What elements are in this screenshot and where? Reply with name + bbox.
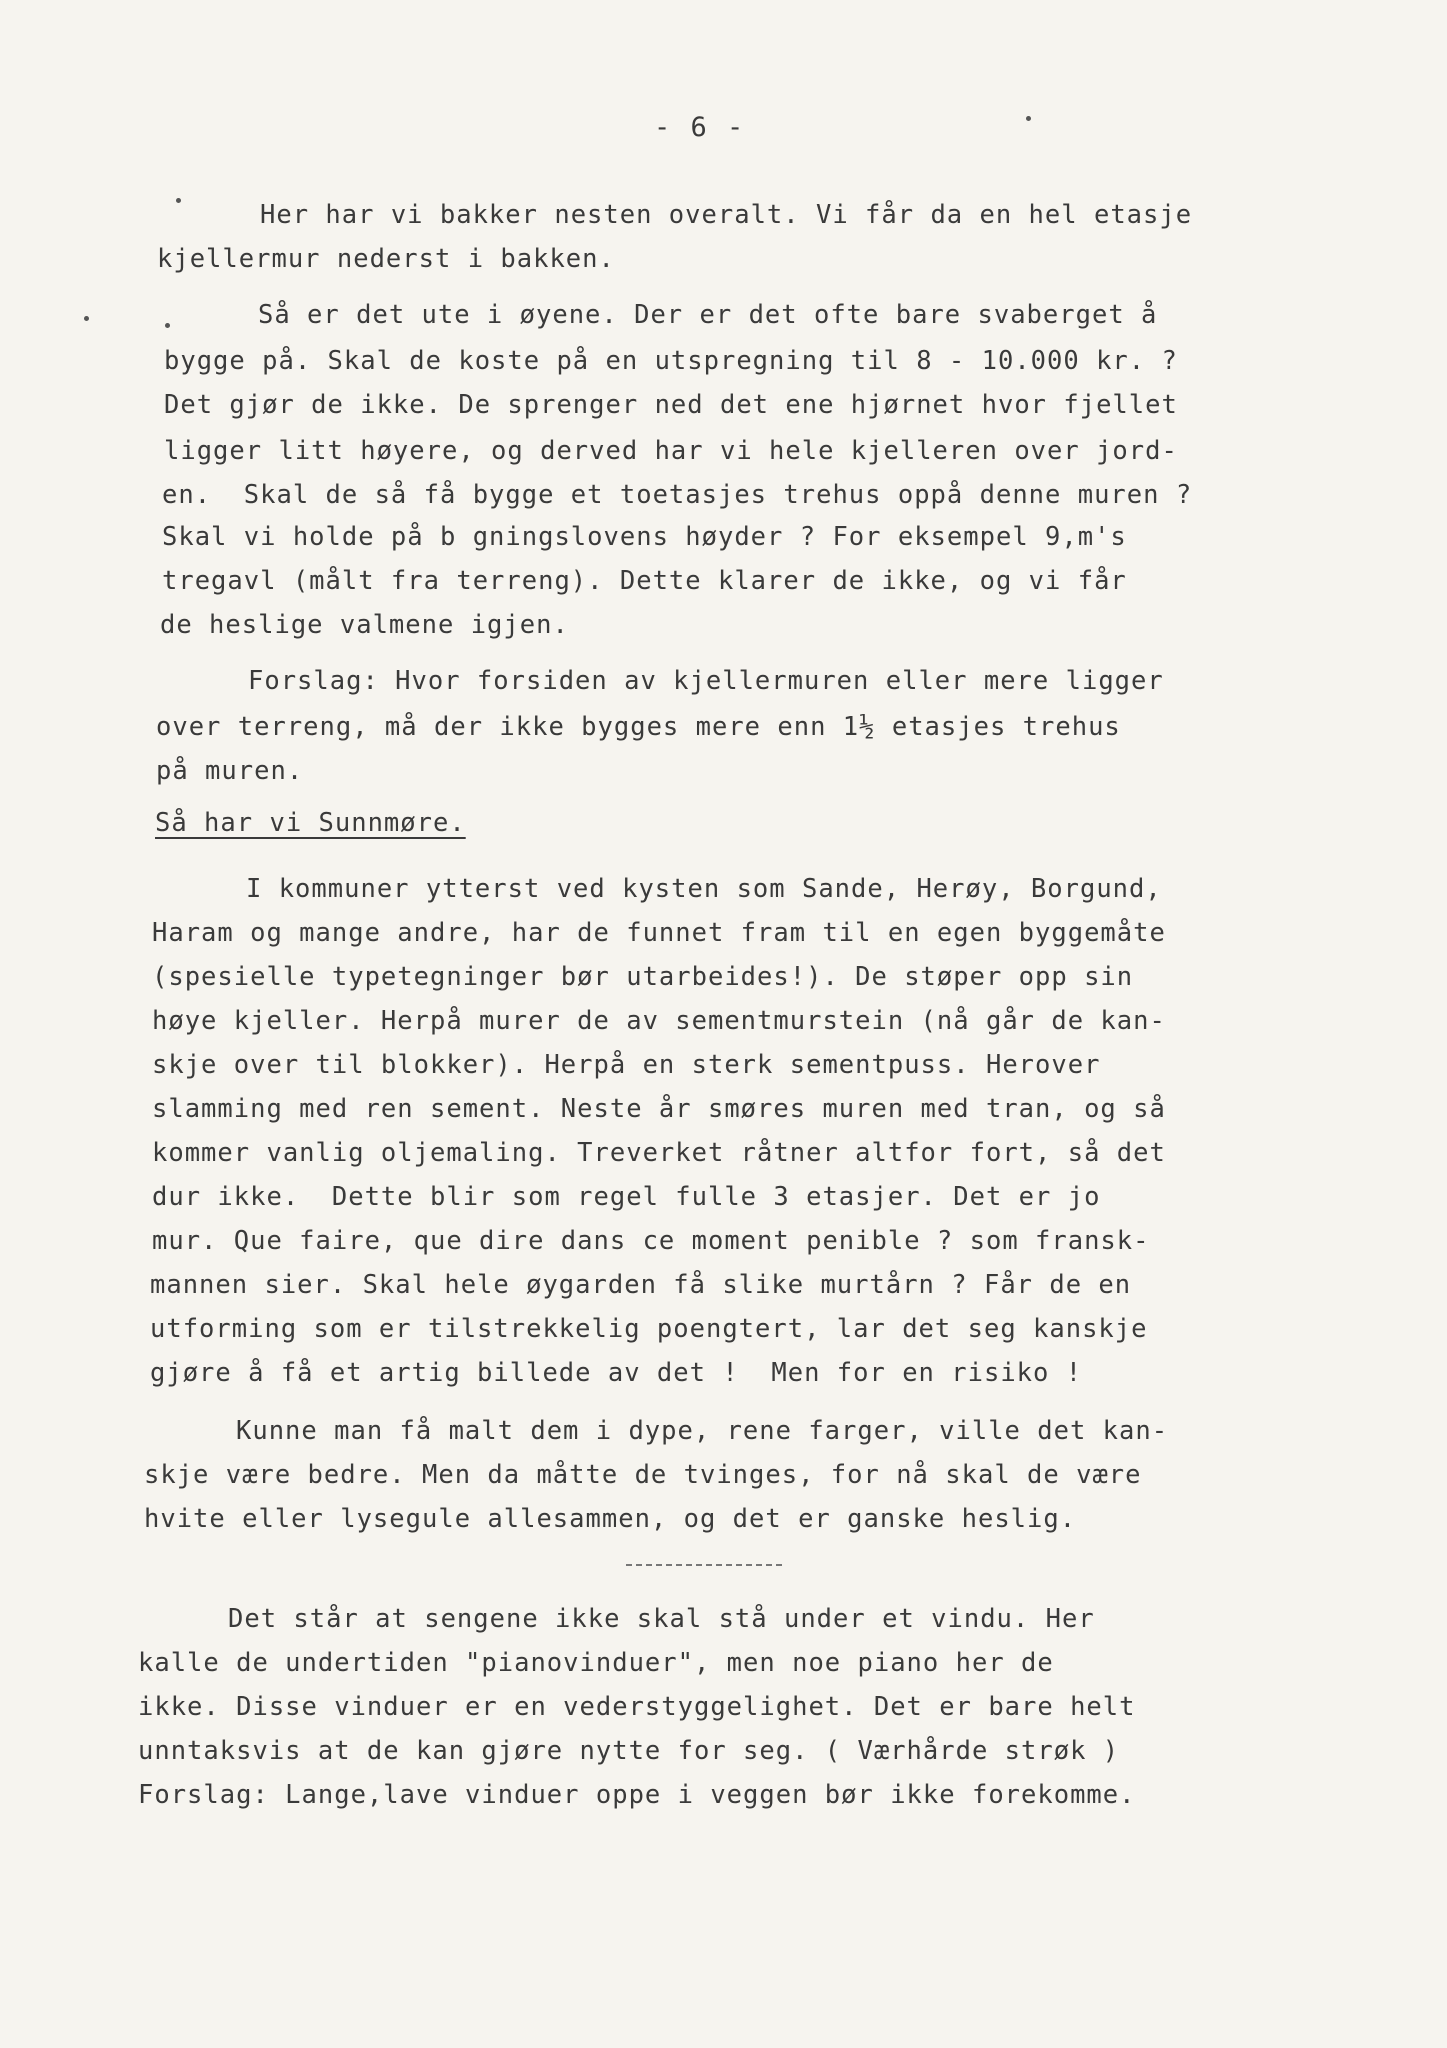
text-line: Haram og mange andre, har de funnet fram til en egen byggemåte — [152, 918, 1166, 948]
text-line: ligger litt høyere, og derved har vi hele kjelleren over jord- — [164, 436, 1178, 466]
text-line: på muren. — [156, 756, 304, 786]
text-line: ikke. Disse vinduer er en vederstyggelighet. Det er bare helt — [138, 1692, 1136, 1722]
text-line: Kunne man få malt dem i dype, rene farger, ville det kan- — [236, 1416, 1169, 1446]
text-line: over terreng, må der ikke bygges mere enn 1½ etasjes trehus — [156, 712, 1121, 742]
page-number: - 6 - — [654, 112, 746, 143]
text-line: tregavl (målt fra terreng). Dette klarer de ikke, og vi får — [162, 566, 1127, 596]
text-line: de heslige valmene igjen. — [160, 610, 569, 640]
text-line: bygge på. Skal de koste på en utspregning til 8 - 10.000 kr. ? — [164, 346, 1178, 376]
text-line: mannen sier. Skal hele øygarden få slike murtårn ? Får de en — [150, 1270, 1132, 1300]
stray-mark — [84, 316, 89, 321]
text-line: hvite eller lysegule allesammen, og det er ganske heslig. — [144, 1504, 1077, 1534]
text-line: gjøre å få et artig billede av det ! Men for en risiko ! — [150, 1358, 1083, 1388]
section-heading: Så har vi Sunnmøre. — [155, 808, 466, 838]
text-line: Det står at sengene ikke skal stå under et vindu. Her — [228, 1604, 1095, 1634]
stray-mark — [176, 198, 181, 203]
text-line: unntaksvis at de kan gjøre nytte for seg. ( Værhårde strøk ) — [138, 1736, 1120, 1766]
text-line: Det gjør de ikke. De sprenger ned det ene hjørnet hvor fjellet — [164, 390, 1178, 420]
text-line: Skal vi holde på b gningslovens høyder ? For eksempel 9,m's — [162, 522, 1127, 552]
text-line: Forslag: Lange,lave vinduer oppe i veggen bør ikke forekomme. — [138, 1780, 1136, 1810]
text-line: høye kjeller. Herpå murer de av sementmurstein (nå går de kan- — [152, 1006, 1166, 1036]
stray-mark — [1026, 116, 1031, 121]
text-line: en. Skal de så få bygge et toetasjes trehus oppå denne muren ? — [162, 480, 1193, 510]
text-line: (spesielle typetegninger bør utarbeides!). De støper opp sin — [152, 962, 1134, 992]
text-line: skje være bedre. Men da måtte de tvinges, for nå skal de være — [144, 1460, 1142, 1490]
text-line: kalle de undertiden "pianovinduer", men noe piano her de — [138, 1648, 1054, 1678]
text-line: Her har vi bakker nesten overalt. Vi får da en hel etasje — [260, 200, 1193, 230]
text-line: utforming som er tilstrekkelig poengtert, lar det seg kanskje — [150, 1314, 1148, 1344]
text-line: kjellermur nederst i bakken. — [157, 244, 615, 274]
stray-mark — [165, 323, 170, 328]
text-line: Forslag: Hvor forsiden av kjellermuren eller mere ligger — [248, 666, 1164, 696]
text-line: skje over til blokker). Herpå en sterk sementpuss. Herover — [152, 1050, 1101, 1080]
text-line: I kommuner ytterst ved kysten som Sande, Herøy, Borgund, — [246, 874, 1162, 904]
text-line: dur ikke. Dette blir som regel fulle 3 etasjer. Det er jo — [152, 1182, 1101, 1212]
section-divider — [626, 1564, 782, 1566]
text-line: kommer vanlig oljemaling. Treverket råtner altfor fort, så det — [152, 1138, 1166, 1168]
text-line: mur. Que faire, que dire dans ce moment penible ? som fransk- — [152, 1226, 1150, 1256]
text-line: Så er det ute i øyene. Der er det ofte bare svaberget å — [258, 300, 1158, 330]
text-line: slamming med ren sement. Neste år smøres muren med tran, og så — [152, 1094, 1166, 1124]
